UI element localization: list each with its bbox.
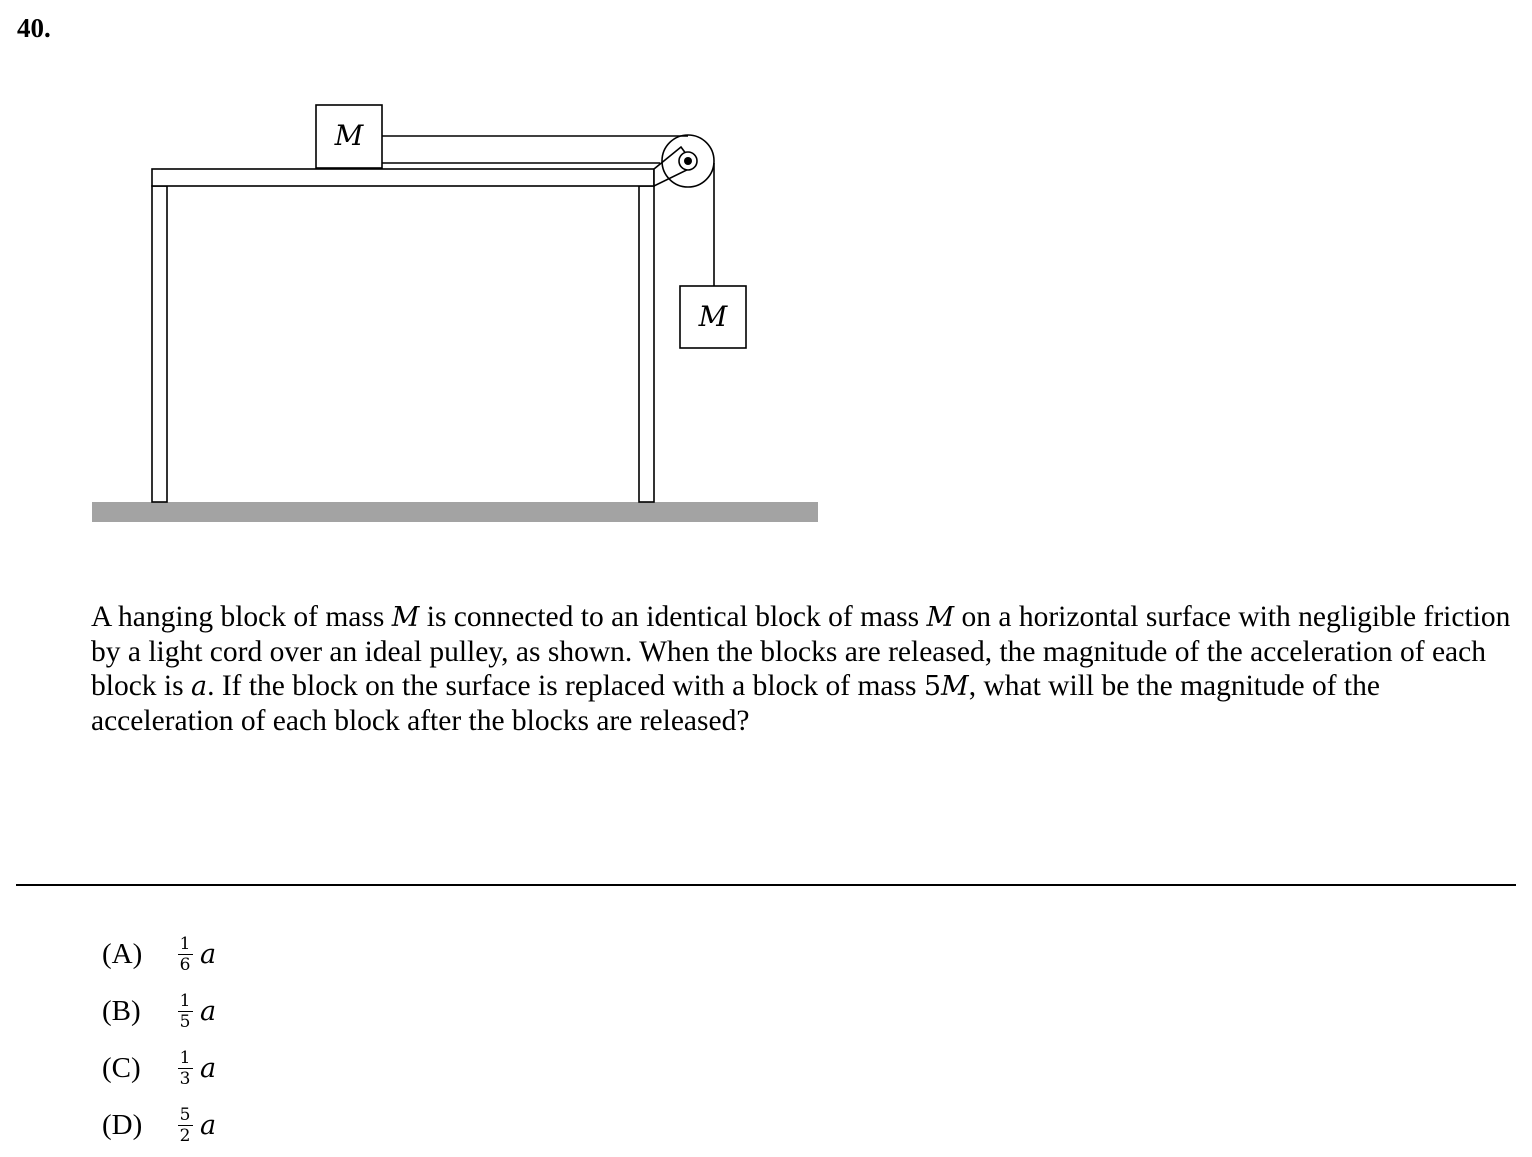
stem-var-m1: M: [391, 602, 420, 633]
stem-text-5: , what will be the magnitude of the acceleration of each block after the blocks are released?: [91, 670, 1380, 737]
stem-text-3: on a horizontal surface with negligible friction by a light cord over an ideal pulley, as shown. When the blocks are released, the magnitude of the acceleration of each block is: [91, 601, 1511, 702]
choice-variable: a: [200, 1110, 217, 1141]
answer-choices: [102, 926, 216, 1154]
fraction: [176, 935, 194, 975]
hanging-block-label: M: [698, 300, 728, 333]
stem-text-1: A hanging block of mass: [91, 601, 392, 633]
pulley-axle: [684, 157, 692, 165]
choice-label: (A): [102, 938, 143, 970]
pulley-diagram: [0, 0, 830, 530]
stem-var-m2: M: [926, 602, 955, 633]
numerator: 5: [179, 1104, 191, 1125]
stem-num-5: 5: [923, 671, 942, 702]
choice-variable: a: [200, 939, 217, 970]
table-leg-right: [639, 186, 654, 502]
top-block-label: M: [334, 119, 364, 152]
stem-text-2: is connected to an identical block of mass: [419, 601, 927, 633]
denominator: 6: [179, 955, 191, 976]
question-stem: [91, 600, 1511, 738]
choice-label: (C): [102, 1052, 141, 1084]
choice-d[interactable]: [102, 1097, 216, 1154]
numerator: 1: [179, 933, 191, 954]
numerator: 1: [179, 990, 191, 1011]
numerator: 1: [179, 1047, 191, 1068]
table-top: [152, 169, 654, 186]
choice-b[interactable]: [102, 983, 216, 1040]
choice-c[interactable]: [102, 1040, 216, 1097]
choice-variable: a: [200, 1053, 217, 1084]
choice-label: (B): [102, 995, 141, 1027]
question-number: 40.: [17, 13, 51, 43]
choice-a[interactable]: [102, 926, 216, 983]
fraction: [176, 1049, 194, 1089]
denominator: 2: [179, 1126, 191, 1147]
ground: [92, 502, 818, 522]
fraction: [176, 1106, 194, 1146]
denominator: 3: [179, 1069, 191, 1090]
choice-variable: a: [200, 996, 217, 1027]
stem-var-m3: M: [941, 671, 969, 702]
fraction: [176, 992, 194, 1032]
choice-label: (D): [102, 1109, 143, 1141]
divider-line: [16, 884, 1516, 886]
denominator: 5: [179, 1012, 191, 1033]
stem-var-a: a: [190, 671, 208, 702]
table-leg-left: [152, 186, 167, 502]
stem-text-4: . If the block on the surface is replaced with a block of mass: [207, 670, 924, 702]
